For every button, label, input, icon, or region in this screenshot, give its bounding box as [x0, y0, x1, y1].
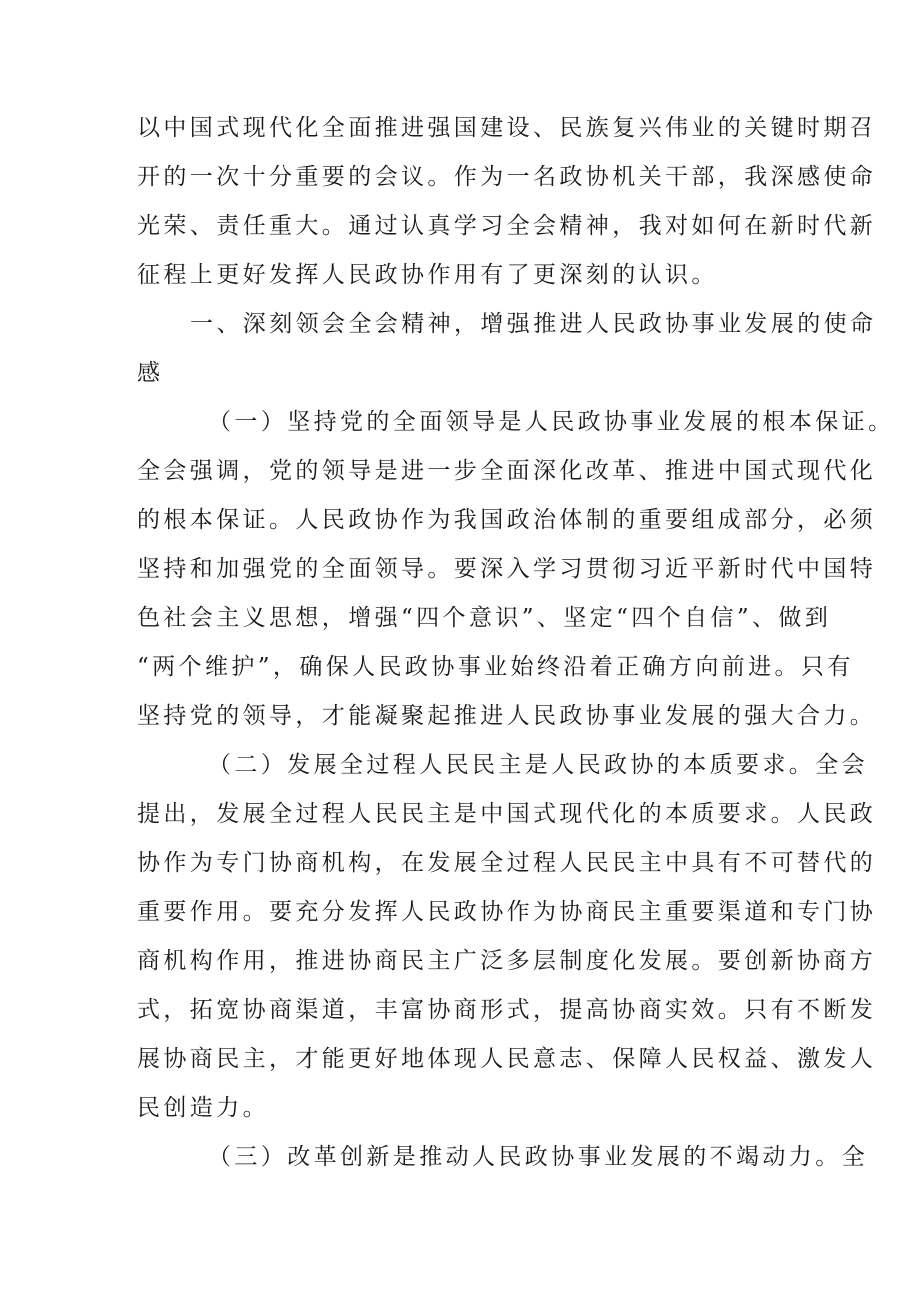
- subsection-heading-2: （二）发展全过程人民民主是人民政协的本质要求。全会: [208, 752, 868, 778]
- text-line-19: 式，拓宽协商渠道，丰富协商形式，提高协商实效。只有不断发: [137, 997, 877, 1023]
- text-line-10: 坚持和加强党的全面领导。要深入学习贯彻习近平新时代中国特: [137, 556, 877, 582]
- text-line-21: 民创造力。: [137, 1095, 269, 1121]
- text-line-16: 协作为专门协商机构，在发展全过程人民民主中具有不可替代的: [137, 850, 877, 876]
- text-line-15: 提出，发展全过程人民民主是中国式现代化的本质要求。人民政: [137, 801, 877, 827]
- text-line-2: 开的一次十分重要的会议。作为一名政协机关干部，我深感使命: [137, 164, 877, 190]
- text-line-1: 以中国式现代化全面推进强国建设、民族复兴伟业的关键时期召: [137, 115, 877, 141]
- text-line-18: 商机构作用，推进协商民主广泛多层制度化发展。要创新协商方: [137, 948, 877, 974]
- subsection-heading-1: （一）坚持党的全面领导是人民政协事业发展的根本保证。: [208, 409, 895, 435]
- section-heading-1: 一、深刻领会全会精神，增强推进人民政协事业发展的使命: [190, 311, 877, 337]
- text-line-11: 色社会主义思想，增强“四个意识”、坚定“四个自信”、做到: [137, 605, 832, 631]
- text-line-20: 展协商民主，才能更好地体现人民意志、保障人民权益、激发人: [137, 1046, 877, 1072]
- text-line-17: 重要作用。要充分发挥人民政协作为协商民主重要渠道和专门协: [137, 899, 877, 925]
- text-line-8: 全会强调，党的领导是进一步全面深化改革、推进中国式现代化: [137, 458, 877, 484]
- subsection-heading-3: （三）改革创新是推动人民政协事业发展的不竭动力。全: [208, 1144, 868, 1170]
- text-line-9: 的根本保证。人民政协作为我国政治体制的重要组成部分，必须: [137, 507, 877, 533]
- text-line-3: 光荣、责任重大。通过认真学习全会精神，我对如何在新时代新: [137, 213, 877, 239]
- text-line-12: “两个维护”，确保人民政协事业始终沿着正确方向前进。只有: [137, 654, 854, 680]
- text-line-13: 坚持党的领导，才能凝聚起推进人民政协事业发展的强大合力。: [137, 703, 877, 729]
- section-heading-1-wrap: 感: [137, 360, 164, 386]
- text-line-4: 征程上更好发挥人民政协作用有了更深刻的认识。: [137, 262, 718, 288]
